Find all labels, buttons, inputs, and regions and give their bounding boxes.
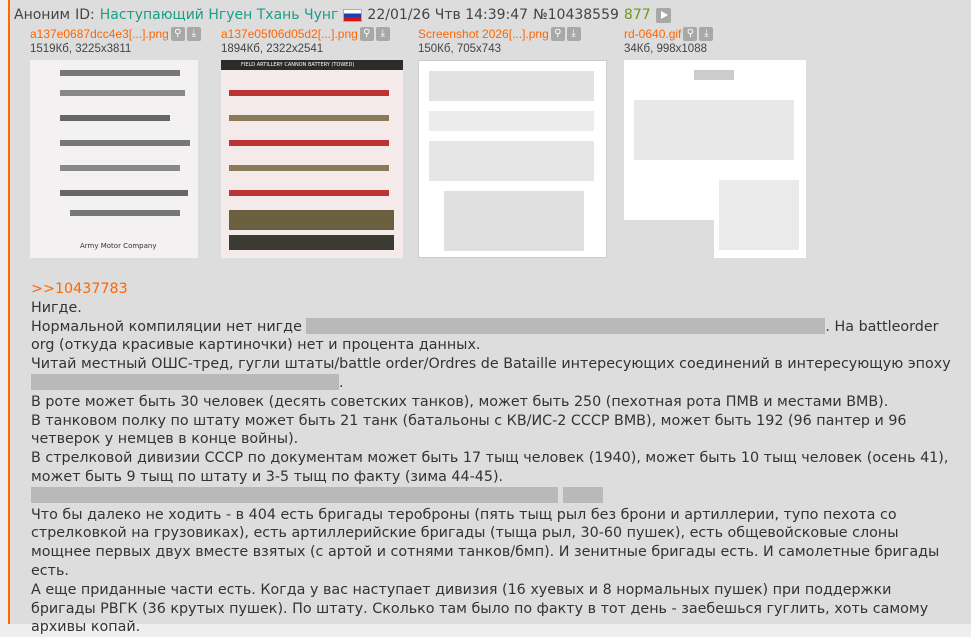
reply-count: 877	[623, 7, 651, 23]
file-info: 1519Кб, 3225x3811	[30, 43, 132, 55]
post-header	[14, 7, 671, 23]
reply-link[interactable]: >>10437783	[31, 281, 128, 297]
download-icon[interactable]: ⤓	[187, 27, 201, 41]
file-name[interactable]: a137e05f06d05d2[...].png	[221, 27, 358, 41]
thumbnail-army-motor-company[interactable]	[30, 60, 198, 258]
message-line: В танковом полку по штату может быть 21 танк (батальоны с КВ/ИС-2 СССР ВМВ), может быть 192 (96 пантер и 96 четверок у немцев в конце войны).	[31, 412, 907, 448]
download-icon[interactable]: ⤓	[567, 27, 581, 41]
spoiler[interactable]	[31, 374, 339, 390]
file-name[interactable]: a137e0687dcc4e3[...].png	[30, 27, 169, 41]
period: .	[339, 374, 344, 391]
russia-flag-icon	[343, 9, 362, 22]
message-line: . На battleorder org (откуда красивые картиночки) нет и процента данных.	[31, 318, 939, 354]
search-icon[interactable]: ⚲	[551, 27, 565, 41]
thumbnail-artillery-battery[interactable]	[221, 60, 403, 258]
spoiler-continued[interactable]	[563, 487, 603, 503]
download-icon[interactable]: ⤓	[699, 27, 713, 41]
spoiler[interactable]	[306, 318, 825, 334]
post-date: 22/01/26 Чтв 14:39:47	[367, 7, 529, 23]
message-line: Читай местный ОШС-тред, гугли штаты/battle order/Ordres de Bataille интересующих соединений в интересующую эпоху	[31, 356, 951, 373]
id-label: ID:	[75, 7, 95, 23]
file-name[interactable]: rd-0640.gif	[624, 27, 682, 41]
search-icon[interactable]: ⚲	[171, 27, 185, 41]
post-number[interactable]: №10438559	[533, 7, 619, 23]
thumbnail-org-chart[interactable]	[624, 60, 806, 258]
download-icon[interactable]: ⤓	[376, 27, 390, 41]
thumbnail-caption: Army Motor Company	[80, 242, 157, 250]
message-line: В роте может быть 30 человек (десять советских танков), может быть 250 (пехотная рота ПМВ и местами ВМВ).	[31, 393, 889, 410]
thumbnail-caption: FIELD ARTILLERY CANNON BATTERY (TOWED)	[221, 60, 403, 70]
file-3	[418, 27, 581, 55]
message-line: Нигде.	[31, 299, 82, 316]
message-line: А еще приданные части есть. Когда у вас наступает дивизия (16 хуевых и 8 нормальных пушек) при поддержки бригады РВГК (36 крутых пушек). По штату. Сколько там было по факту в тот день - заебешься гуглить, хоть самому архивы копай.	[31, 581, 929, 636]
message-line: Нормальной компиляции нет нигде	[31, 318, 307, 335]
play-icon[interactable]	[656, 8, 671, 23]
poster-name: Аноним	[14, 7, 71, 23]
file-info: 1894Кб, 2322x2541	[221, 43, 324, 55]
search-icon[interactable]: ⚲	[360, 27, 374, 41]
file-1	[30, 27, 201, 55]
file-info: 150Кб, 705x743	[418, 43, 501, 55]
message-line: В стрелковой дивизии СССР по документам может быть 17 тыщ человек (1940), может быть 10 тыщ человек (осень 41), может быть 9 тыщ по штату и 3-5 тыщ по факту (зима 44-45).	[31, 450, 949, 485]
thumbnail-screenshot[interactable]	[418, 60, 607, 258]
file-name[interactable]: Screenshot 2026[...].png	[418, 27, 549, 41]
post-message	[31, 280, 951, 637]
file-2	[221, 27, 390, 55]
file-info: 34Кб, 998x1088	[624, 43, 707, 55]
poster-id: Наступающий Нгуен Тхань Чунг	[99, 7, 339, 23]
message-line: Что бы далеко не ходить - в 404 есть бригады тероброны (пять тыщ рыл без брони и артиллерии, тупо пехота со стрелковкой на грузовиках), есть артиллерийские бригады (тыща рыл, 30-60 пушек), есть общевойсковые слоны мощнее первых двух вместе взятых (с артой и сотнями танков/бмп). И зенитные бригады есть. И самолетные бригады есть.	[31, 506, 940, 579]
search-icon[interactable]: ⚲	[683, 27, 697, 41]
file-4	[624, 27, 713, 55]
spoiler[interactable]	[31, 487, 558, 503]
post	[8, 0, 971, 636]
